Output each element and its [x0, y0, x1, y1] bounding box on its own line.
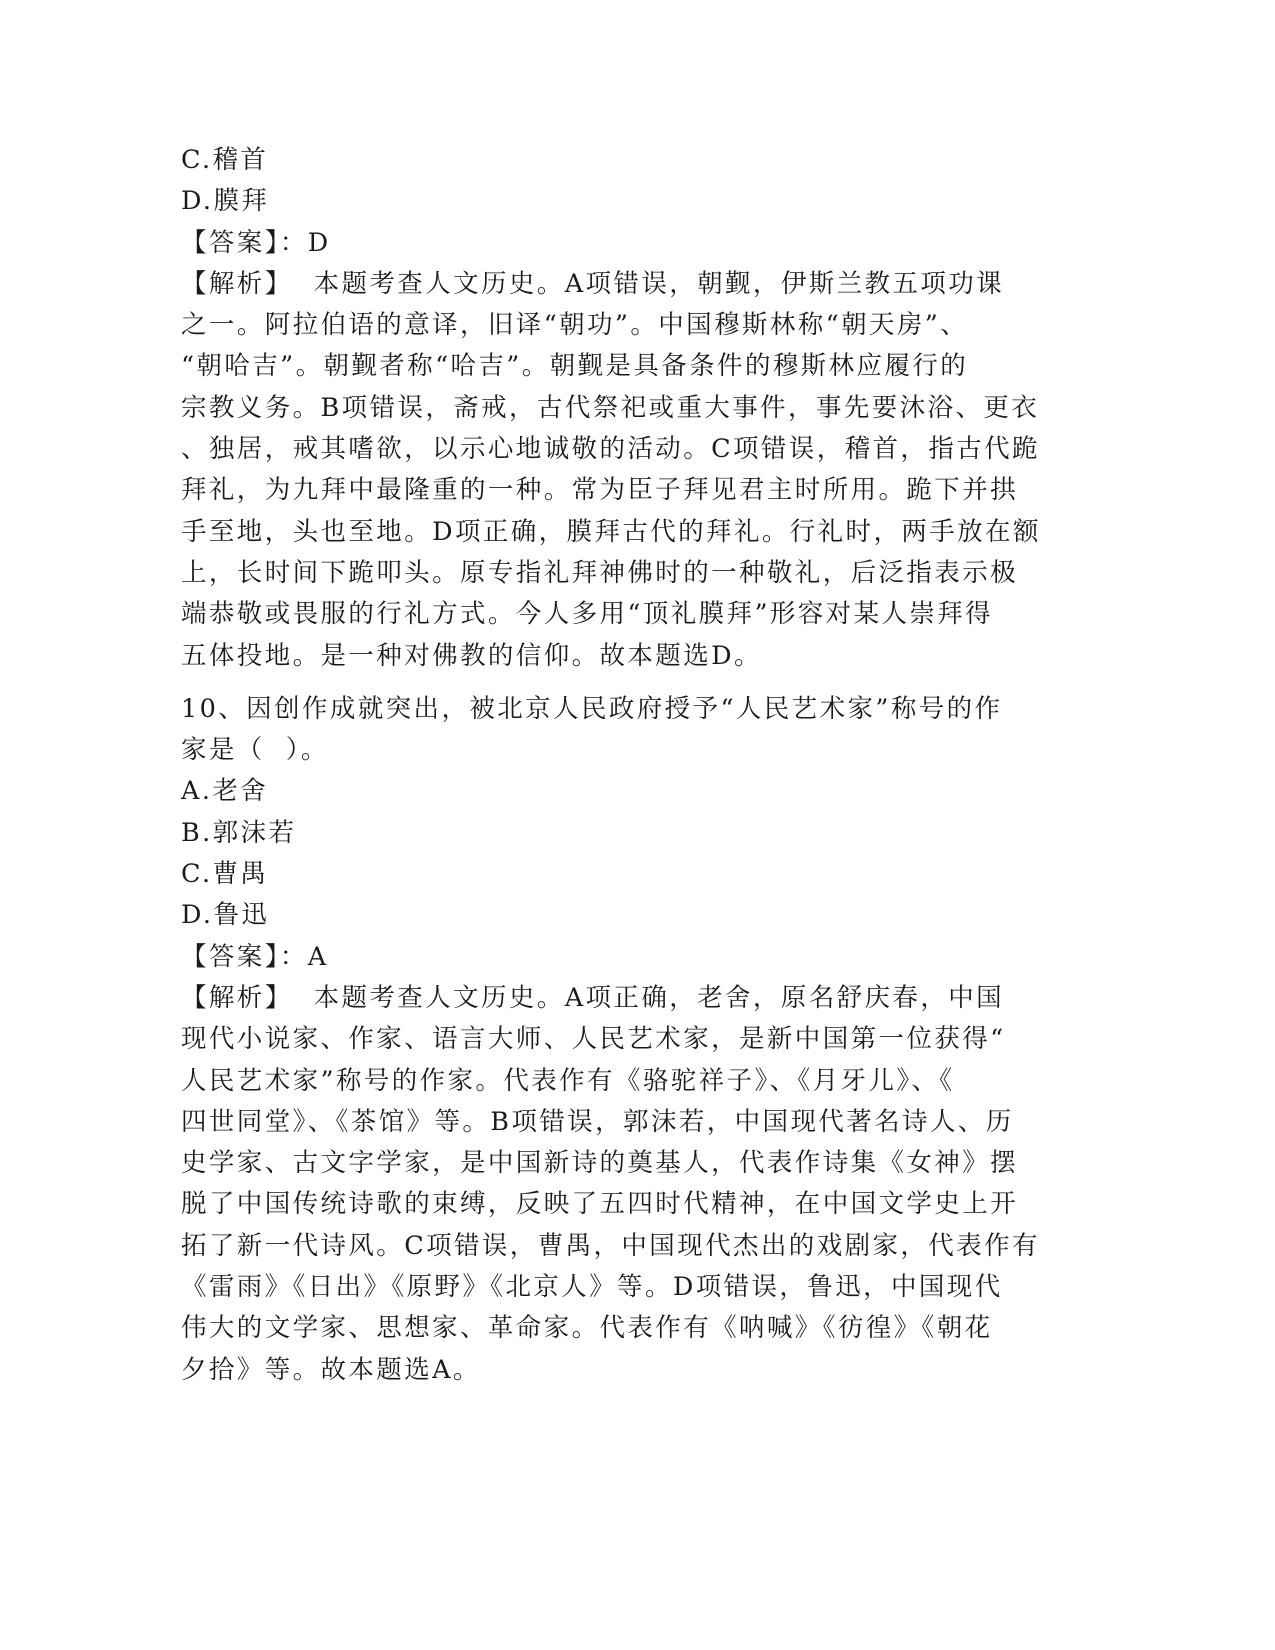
q10-explanation-line: 伟大的文学家、思想家、革命家。代表作有《呐喊》《彷徨》《朝花 [181, 1313, 993, 1344]
question-gap [181, 677, 1031, 689]
q9-explanation-line: 手至地，头也至地。D项正确，膜拜古代的拜礼。行礼时，两手放在额 [181, 516, 1041, 547]
q10-question-line: 家是（ ）。 [181, 735, 329, 766]
q10-question [181, 689, 1031, 772]
q9-explanation-line: 上，长时间下跪叩头。原专指礼拜神佛时的一种敬礼，后泛指表示极 [181, 557, 1019, 588]
q9-explanation-line: 五体投地。是一种对佛教的信仰。故本题选D。 [181, 640, 762, 671]
q9-explanation-line: 宗教义务。B项错误，斋戒，古代祭祀或重大事件，事先要沐浴、更衣 [181, 392, 1040, 423]
q10-explanation-line: 【解析】 本题考查人文历史。A项正确，老舍，原名舒庆春，中国 [181, 982, 1005, 1013]
q9-explanation-line: “朝哈吉”。朝觐者称“哈吉”。朝觐是具备条件的穆斯林应履行的 [181, 351, 969, 382]
q10-explanation-line: 夕拾》等。故本题选A。 [181, 1354, 481, 1385]
q10-explanation-line: 四世同堂》、《茶馆》等。B项错误，郭沫若，中国现代著名诗人、历 [181, 1106, 1014, 1137]
q9-option-d: D.膜拜 [181, 186, 270, 217]
q9-option-c: C.稽首 [181, 145, 269, 175]
q10-option-b: B.郭沫若 [181, 817, 297, 848]
q9-explanation-line: 端恭敬或畏服的行礼方式。今人多用“顶礼膜拜”形容对某人崇拜得 [181, 599, 994, 630]
q10-option-c: C.曹禺 [181, 859, 269, 890]
q10-explanation [181, 978, 1040, 1391]
q9-answer: 【答案】：D [181, 227, 331, 258]
q10-explanation-line: 《雷雨》《日出》《原野》《北京人》等。D项错误，鲁迅，中国现代 [181, 1272, 1003, 1303]
q9-explanation [181, 264, 1041, 677]
document-page [181, 140, 1041, 1391]
q10-explanation-line: 人民艺术家”称号的作家。代表作有《骆驼祥子》、《月牙儿》、《 [181, 1065, 955, 1096]
q9-explanation-line: 拜礼，为九拜中最隆重的一种。常为臣子拜见君主时所用。跪下并拱 [181, 475, 1019, 506]
q10-option-d: D.鲁迅 [181, 900, 270, 931]
q10-explanation-line: 史学家、古文字学家，是中国新诗的奠基人，代表作诗集《女神》摆 [181, 1148, 1019, 1179]
q10-explanation-line: 脱了中国传统诗歌的束缚，反映了五四时代精神，在中国文学史上开 [181, 1189, 1019, 1220]
q10-option-a: A.老舍 [181, 776, 269, 807]
q10-question-line: 10、因创作成就突出，被北京人民政府授予“人民艺术家”称号的作 [181, 693, 1003, 724]
q9-explanation-line: 之一。阿拉伯语的意译，旧译“朝功”。中国穆斯林称“朝天房”、 [181, 310, 969, 341]
q9-explanation-line: 、独居，戒其嗜欲，以示心地诚敬的活动。C项错误，稽首，指古代跪 [181, 434, 1040, 465]
q9-explanation-line: 【解析】 本题考查人文历史。A项错误，朝觐，伊斯兰教五项功课 [181, 268, 1005, 299]
q10-explanation-line: 现代小说家、作家、语言大师、人民艺术家，是新中国第一位获得“ [181, 1024, 1006, 1055]
q10-answer: 【答案】：A [181, 941, 329, 972]
q10-explanation-line: 拓了新一代诗风。C项错误，曹禺，中国现代杰出的戏剧家，代表作有 [181, 1230, 1040, 1261]
